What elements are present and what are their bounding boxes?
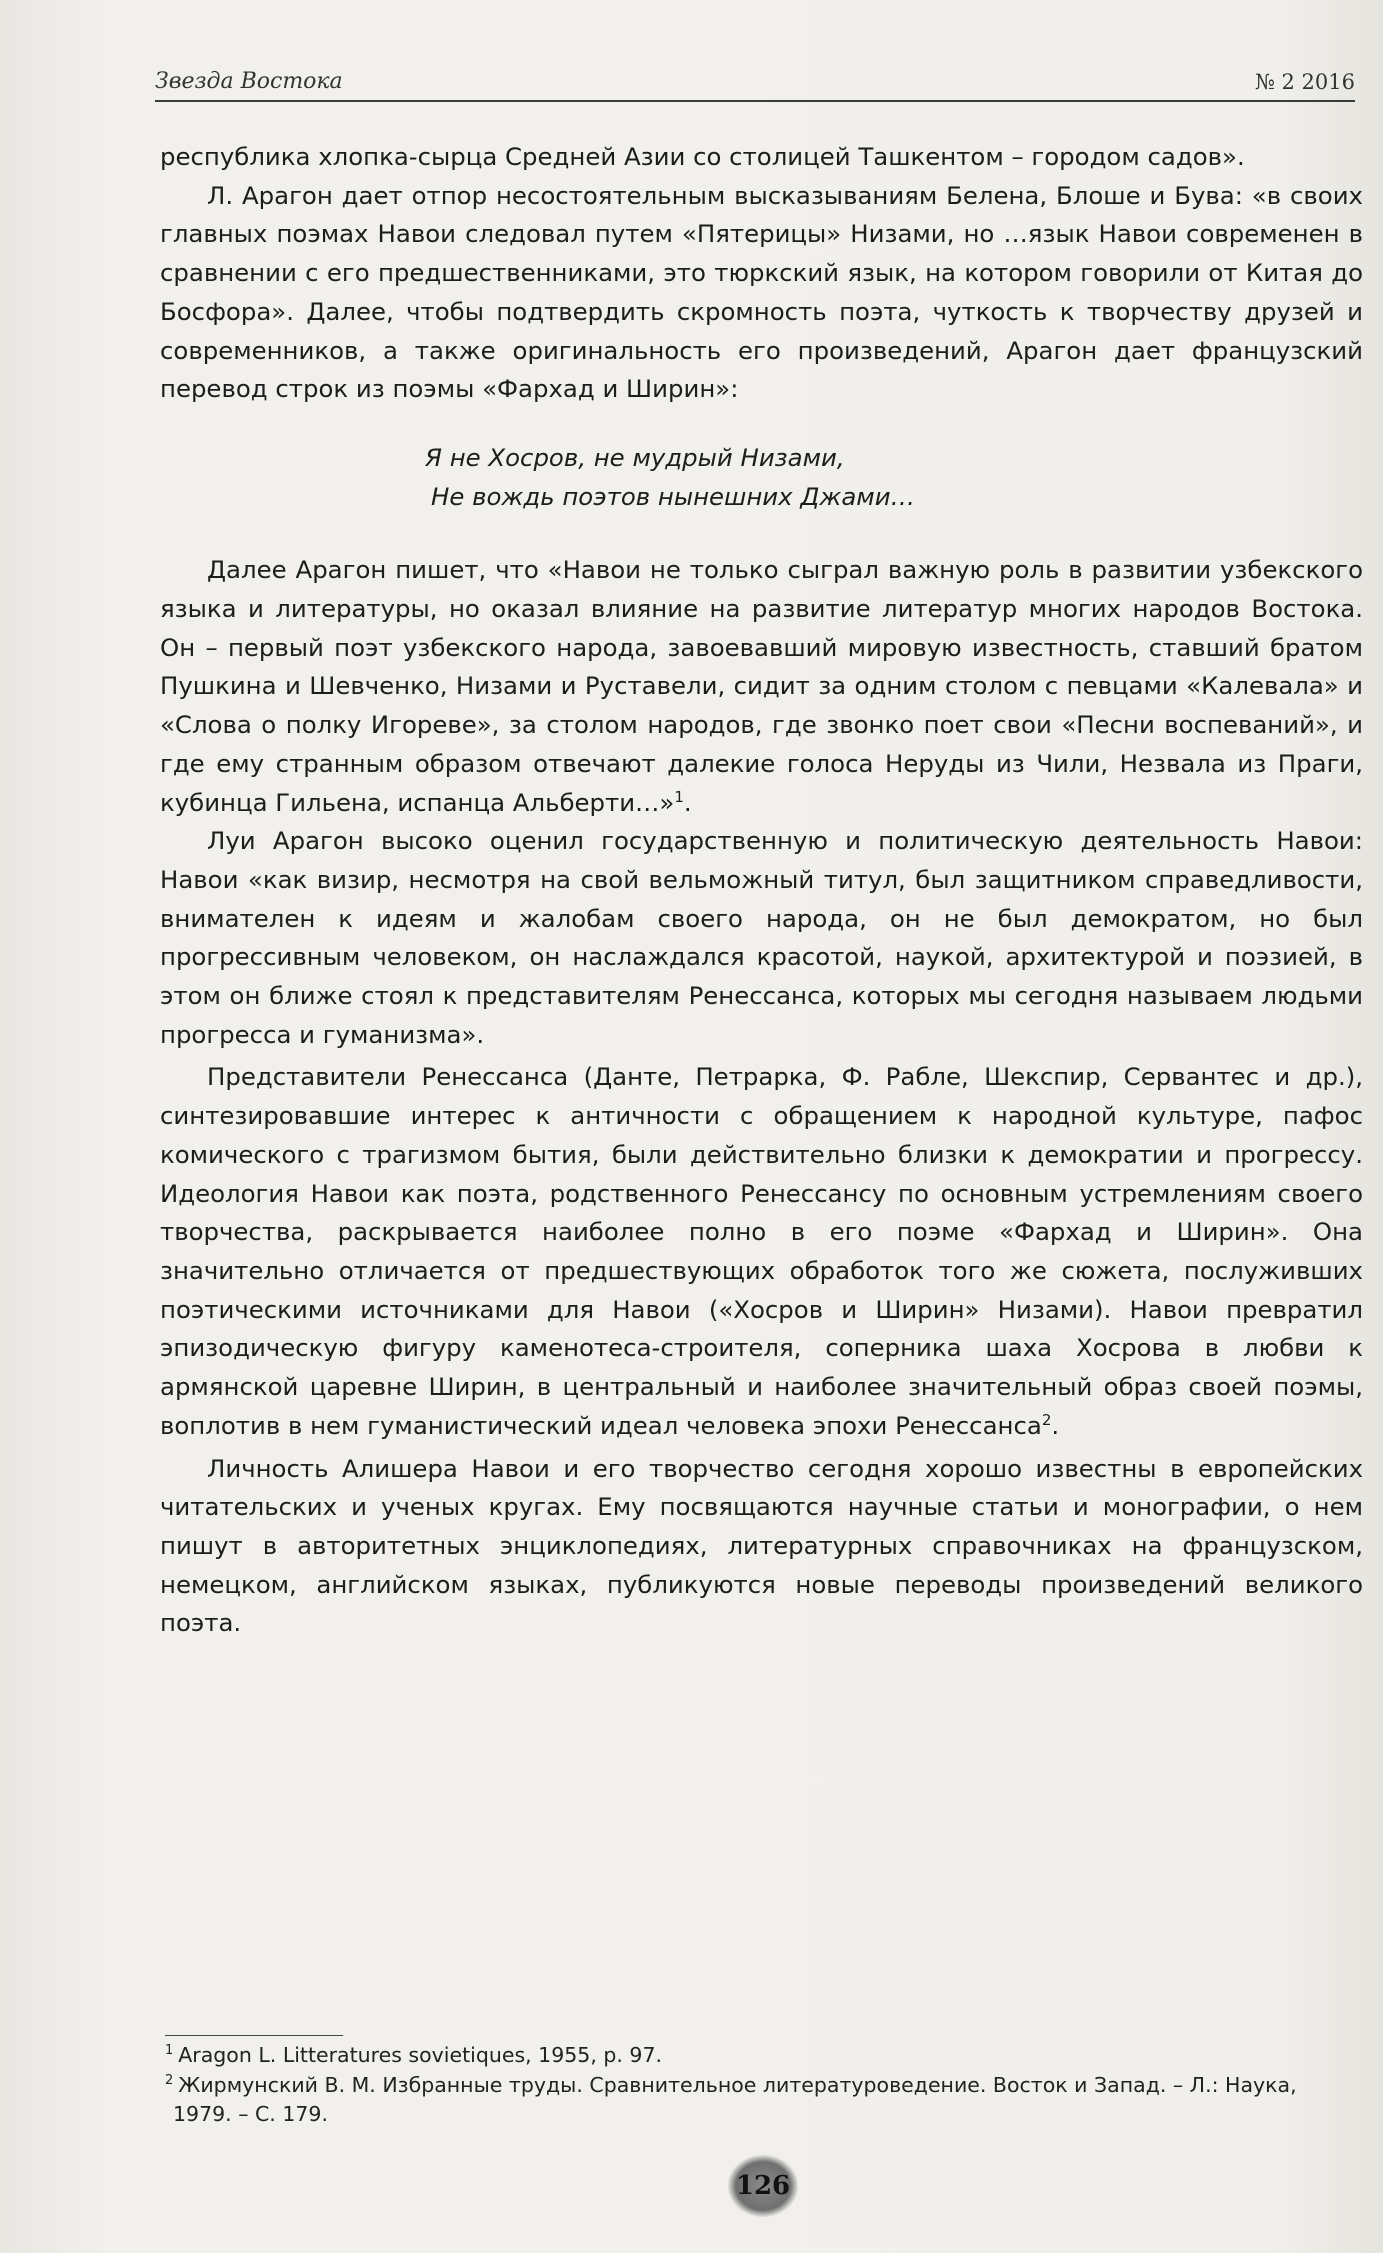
running-header [155,58,1355,102]
paragraph-text: Далее Арагон пишет, что «Навои не только сыграл важную роль в развитии узбекского языка и литературы, но оказал влияние на развитие литератур многих народов Востока. Он – первый поэт узбекского народа, завоевавший мировую известность, ставший братом Пушкина и Шевченко, Низами и Руставели, сидит за одним столом с певцами «Калевала» и «Слова о полку Игореве», за столом народов, где звонко поет свои «Песни воспеваний», и где ему странным образом отвечают далекие голоса Неруды из Чили, Незвала из Праги, кубинца Гильена, испанца Альберти…» [160,555,1363,817]
paragraph [160,551,1363,822]
issue-number: № 2 2016 [1254,70,1355,94]
paragraph: Л. Арагон дает отпор несостоятельным высказываниям Белена, Блоше и Бува: «в своих главных поэмах Навои следовал путем «Пятерицы» Низами, но …язык Навои современен в сравнении с его предшественниками, это тюркский язык, на котором говорили от Китая до Босфора». Далее, чтобы подтвердить скромность поэта, чуткость к творчеству друзей и современников, а также оригинальность его произведений, Арагон дает французский перевод строк из поэмы «Фархад и Ширин»: [160,180,1363,404]
footnotes [165,2041,1363,2130]
footnote-text-cont: 1979. – С. 179. [173,2102,328,2126]
footnote [165,2041,1363,2071]
paragraph: Луи Арагон высоко оценил государственную и политическую деятельность Навои: Навои «как визир, несмотря на свой вельможный титул, был защитником справедливости, внимателен к идеям и жалобам своего народа, он не был демократом, но был прогрессивным человеком, он наслаждался красотой, наукой, архитектурой и поэзией, в этом он ближе стоял к представителям Ренессанса, которых мы сегодня называем людьми прогресса и гуманизма». [160,826,1363,1049]
paragraph-end: . [1051,1410,1060,1440]
journal-title: Звезда Востока [155,69,343,94]
footnote-ref[interactable]: 1 [674,787,684,806]
footnote [165,2071,1363,2130]
paragraph-text: Представители Ренессанса (Данте, Петрарка, Ф. Рабле, Шекспир, Сервантес и др.), синтезировавшие интерес к античности с обращением к народной культуре, пафос комического с трагизмом бытия, были действительно близки к демократии и прогрессу. Идеология Навои как поэта, родственного Ренессансу по основным устремлениям своего творчества, раскрывается наиболее полно в его поэме «Фархад и Ширин». Она значительно отличается от предшествующих обработок того же сюжета, послуживших поэтическими источниками для Навои («Хосров и Ширин» Низами). Навои превратил эпизодическую фигуру каменотеса-строителя, соперника шаха Хосрова в любви к армянской царевне Ширин, в центральный и наиболее значительный образ своей поэмы, воплотив в нем гуманистический идеал человека эпохи Ренессанса [160,1062,1363,1440]
footnote-number: 1 [165,2043,174,2059]
footnote-text: Aragon L. Litteratures sovietiques, 1955, p. 97. [178,2043,663,2067]
paragraph [160,1058,1363,1445]
footnote-number: 2 [165,2072,174,2088]
footnote-divider [165,2035,343,2036]
poem-quote [425,439,1363,516]
poem-line: Я не Хосров, не мудрый Низами, [425,442,845,472]
article-body [160,138,1363,1643]
page-number: 126 [728,2155,798,2217]
paragraph: Личность Алишера Навои и его творчество сегодня хорошо известны в европейских читательских и ученых кругах. Ему посвящаются научные статьи и монографии, о нем пишут в авторитетных энциклопедиях, литературных справочниках на французском, немецком, английском языках, публикуются новые переводы произведений великого поэта. [160,1453,1363,1638]
poem-line: Не вождь поэтов нынешних Джами… [431,481,915,511]
footnote-ref[interactable]: 2 [1041,1410,1052,1429]
footnote-text: Жирмунский В. М. Избранные труды. Сравнительное литературоведение. Восток и Запад. – Л.: Наука, [178,2072,1297,2097]
paragraph: республика хлопка-сырца Средней Азии со столицей Ташкентом – городом садов». [160,142,1245,171]
paragraph-end: . [683,787,692,817]
